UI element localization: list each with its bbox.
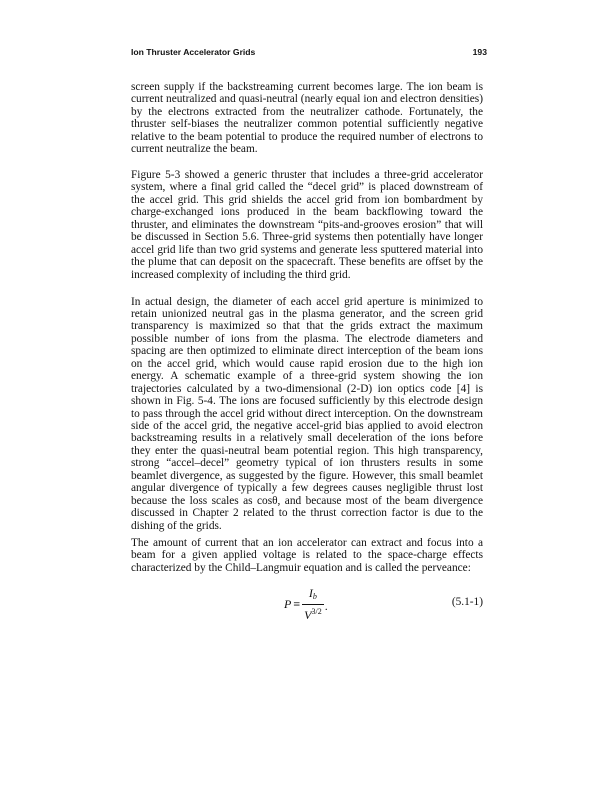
paragraph-3: In actual design, the diameter of each accel grid aperture is minimized to retain unionized neutral gas in the plasma generator, and the screen grid transparency is maximized so that that the grids extract the maximum possible number of ions from the plasma. The electrode diameters and spacing are then optimized to eliminate direct interception of the beam ions on the accel grid, which would cause rapid erosion due to the high ion energy. A schematic example of a three-grid system showing the ion trajectories calculated by a two-dimensional (2-D) ion optics code [4] is shown in Fig. 5-4. The ions are focused sufficiently by this electrode design to pass through the accel grid without direct interception. On the downstream side of the accel grid, the negative accel-grid bias applied to avoid electron backstreaming results in a relatively small deceleration of the ions before they enter the quasi-neutral beam potential region. This high transparency, strong “accel–decel” geometry typical of ion thrusters results in some beamlet divergence, as suggested by the figure. However, this small beamlet angular divergence of typically a few degrees causes negligible thrust lost because the loss scales as cosθ, and because most of the beam divergence discussed in Chapter 2 related to the thrust correction factor is due to the dishing of the grids. bbox=[131, 295, 483, 532]
equation-number: (5.1-1) bbox=[451, 596, 483, 608]
fraction-bar bbox=[302, 604, 324, 605]
paragraph-4: The amount of current that an ion accelerator can extract and focus into a beam for a given applied voltage is related to the space-charge effects characterized by the Child–Langmuir equation and is called the perveance: bbox=[131, 537, 483, 574]
running-title: Ion Thruster Accelerator Grids bbox=[131, 47, 256, 57]
equation-fraction bbox=[302, 587, 324, 621]
equation-lhs: P bbox=[284, 596, 292, 611]
fraction-numerator bbox=[307, 587, 319, 603]
numerator-subscript: b bbox=[312, 592, 317, 601]
page-number: 193 bbox=[472, 47, 487, 57]
numerator-symbol: I bbox=[308, 586, 313, 600]
equation-relation: ≡ bbox=[293, 596, 301, 611]
equation-body bbox=[284, 588, 328, 620]
denominator-exponent: 3/2 bbox=[311, 607, 322, 616]
paragraph-1: screen supply if the backstreaming current becomes large. The ion beam is current neutralized and quasi-neutral (nearly equal ion and electron densities) by the electrons extracted from the neutralizer cathode. Fortunately, the thruster self-biases the neutralizer common potential sufficiently negative relative to the beam potential to produce the required number of electrons to current neutralize the beam. bbox=[131, 81, 483, 156]
perveance-equation bbox=[131, 588, 483, 620]
fraction-denominator bbox=[302, 606, 324, 621]
paragraph-2: Figure 5-3 showed a generic thruster that includes a three-grid accelerator system, where a final grid called the “decel grid” is placed downstream of the accel grid. This grid shields the accel grid from ion bombardment by charge-exchanged ions produced in the beam backflowing toward the thruster, and eliminates the downstream “pits-and-grooves erosion” that will be discussed in Section 5.6. Three-grid systems then potentially have longer accel grid life than two grid systems and generate less sputtered material into the plume that can deposit on the spacecraft. These benefits are offset by the increased complexity of including the third grid. bbox=[131, 169, 483, 281]
denominator-symbol: V bbox=[304, 608, 312, 622]
running-header bbox=[131, 46, 487, 58]
equation-period: . bbox=[324, 598, 328, 613]
